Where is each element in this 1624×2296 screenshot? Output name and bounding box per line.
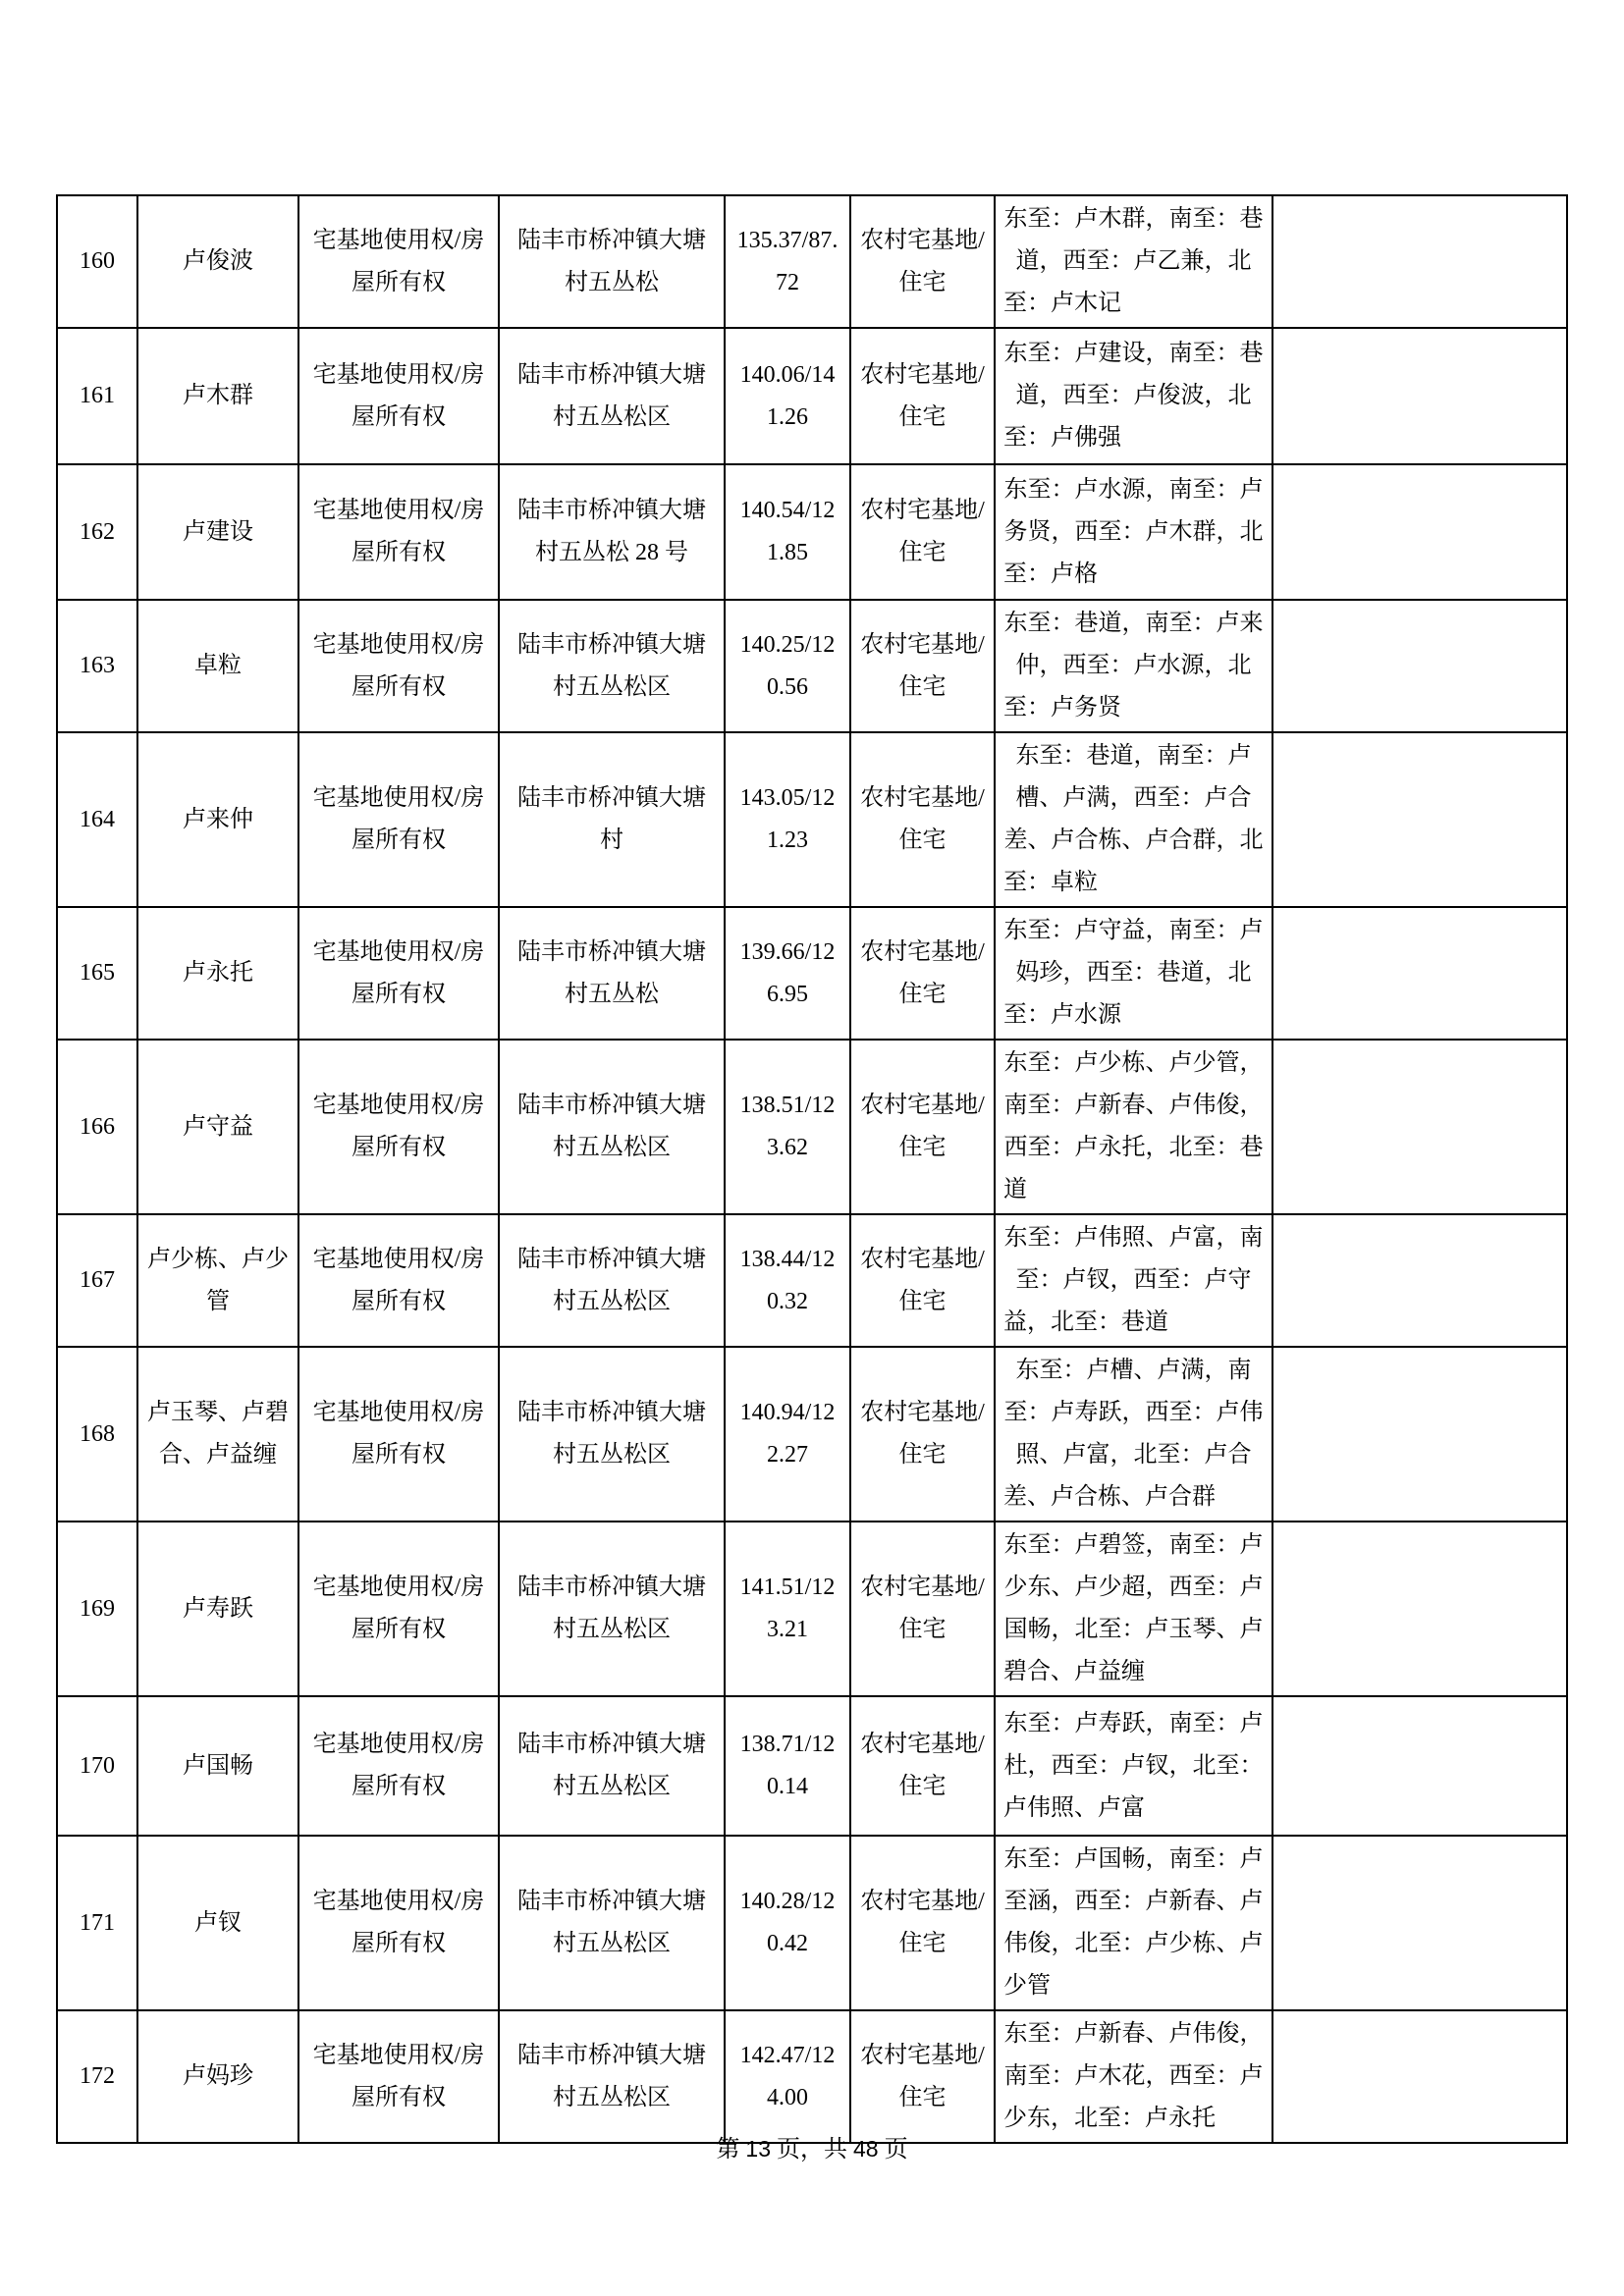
footer-suffix: 页 xyxy=(878,2137,908,2163)
note-cell xyxy=(1272,1522,1567,1696)
location-cell: 陆丰市桥冲镇大塘村五丛松区 xyxy=(499,1836,725,2010)
area-cell: 135.37/87.72 xyxy=(725,195,850,328)
area-cell: 141.51/123.21 xyxy=(725,1522,850,1696)
table-row xyxy=(57,195,1567,328)
area-cell: 142.47/124.00 xyxy=(725,2010,850,2143)
area-cell: 139.66/126.95 xyxy=(725,907,850,1040)
location-cell: 陆丰市桥冲镇大塘村 xyxy=(499,732,725,907)
row-number-cell: 160 xyxy=(57,195,137,328)
note-cell xyxy=(1272,600,1567,732)
total-pages: 48 xyxy=(853,2136,879,2162)
row-number-cell: 172 xyxy=(57,2010,137,2143)
right-type-cell: 宅基地使用权/房屋所有权 xyxy=(298,732,499,907)
note-cell xyxy=(1272,195,1567,328)
row-number-cell: 164 xyxy=(57,732,137,907)
table-row xyxy=(57,1836,1567,2010)
boundary-cell: 东至：卢国畅，南至：卢至涵，西至：卢新春、卢伟俊，北至：卢少栋、卢少管 xyxy=(995,1836,1272,2010)
area-cell: 138.44/120.32 xyxy=(725,1214,850,1347)
table-row xyxy=(57,600,1567,732)
area-cell: 140.25/120.56 xyxy=(725,600,850,732)
right-type-cell: 宅基地使用权/房屋所有权 xyxy=(298,328,499,464)
holder-name-cell: 卢俊波 xyxy=(137,195,298,328)
area-cell: 138.71/120.14 xyxy=(725,1696,850,1836)
table-row xyxy=(57,907,1567,1040)
table-row xyxy=(57,732,1567,907)
holder-name-cell: 卢木群 xyxy=(137,328,298,464)
usage-cell: 农村宅基地/住宅 xyxy=(850,2010,995,2143)
boundary-cell: 东至：卢木群，南至：巷道，西至：卢乙兼，北至：卢木记 xyxy=(995,195,1272,328)
row-number-cell: 167 xyxy=(57,1214,137,1347)
location-cell: 陆丰市桥冲镇大塘村五丛松 28 号 xyxy=(499,464,725,600)
usage-cell: 农村宅基地/住宅 xyxy=(850,732,995,907)
right-type-cell: 宅基地使用权/房屋所有权 xyxy=(298,907,499,1040)
usage-cell: 农村宅基地/住宅 xyxy=(850,464,995,600)
holder-name-cell: 卢钗 xyxy=(137,1836,298,2010)
holder-name-cell: 卢来仲 xyxy=(137,732,298,907)
row-number-cell: 161 xyxy=(57,328,137,464)
note-cell xyxy=(1272,907,1567,1040)
page-number: 13 xyxy=(745,2136,771,2162)
table-row xyxy=(57,464,1567,600)
location-cell: 陆丰市桥冲镇大塘村五丛松区 xyxy=(499,328,725,464)
location-cell: 陆丰市桥冲镇大塘村五丛松区 xyxy=(499,2010,725,2143)
note-cell xyxy=(1272,1836,1567,2010)
boundary-cell: 东至：卢碧签，南至：卢少东、卢少超，西至：卢国畅，北至：卢玉琴、卢碧合、卢益缠 xyxy=(995,1522,1272,1696)
table-row xyxy=(57,1696,1567,1836)
right-type-cell: 宅基地使用权/房屋所有权 xyxy=(298,1214,499,1347)
area-cell: 140.06/141.26 xyxy=(725,328,850,464)
note-cell xyxy=(1272,464,1567,600)
table-row xyxy=(57,1347,1567,1522)
boundary-cell: 东至：巷道，南至：卢来仲，西至：卢水源，北至：卢务贤 xyxy=(995,600,1272,732)
right-type-cell: 宅基地使用权/房屋所有权 xyxy=(298,195,499,328)
note-cell xyxy=(1272,328,1567,464)
note-cell xyxy=(1272,1040,1567,1214)
location-cell: 陆丰市桥冲镇大塘村五丛松区 xyxy=(499,1214,725,1347)
table-row xyxy=(57,1522,1567,1696)
holder-name-cell: 卢妈珍 xyxy=(137,2010,298,2143)
row-number-cell: 163 xyxy=(57,600,137,732)
row-number-cell: 166 xyxy=(57,1040,137,1214)
boundary-cell: 东至：卢伟照、卢富，南至：卢钗，西至：卢守益，北至：巷道 xyxy=(995,1214,1272,1347)
right-type-cell: 宅基地使用权/房屋所有权 xyxy=(298,1696,499,1836)
holder-name-cell: 卢永托 xyxy=(137,907,298,1040)
right-type-cell: 宅基地使用权/房屋所有权 xyxy=(298,464,499,600)
boundary-cell: 东至：卢槽、卢满，南至：卢寿跃，西至：卢伟照、卢富，北至：卢合差、卢合栋、卢合群 xyxy=(995,1347,1272,1522)
holder-name-cell: 卓粒 xyxy=(137,600,298,732)
location-cell: 陆丰市桥冲镇大塘村五丛松 xyxy=(499,195,725,328)
table-row xyxy=(57,2010,1567,2143)
usage-cell: 农村宅基地/住宅 xyxy=(850,1836,995,2010)
note-cell xyxy=(1272,1347,1567,1522)
boundary-cell: 东至：卢水源，南至：卢务贤，西至：卢木群，北至：卢格 xyxy=(995,464,1272,600)
location-cell: 陆丰市桥冲镇大塘村五丛松 xyxy=(499,907,725,1040)
boundary-cell: 东至：卢寿跃，南至：卢杜，西至：卢钗，北至：卢伟照、卢富 xyxy=(995,1696,1272,1836)
table-row xyxy=(57,1040,1567,1214)
usage-cell: 农村宅基地/住宅 xyxy=(850,1214,995,1347)
note-cell xyxy=(1272,732,1567,907)
note-cell xyxy=(1272,1214,1567,1347)
usage-cell: 农村宅基地/住宅 xyxy=(850,328,995,464)
row-number-cell: 165 xyxy=(57,907,137,1040)
footer-prefix: 第 xyxy=(716,2137,746,2163)
holder-name-cell: 卢守益 xyxy=(137,1040,298,1214)
land-rights-table xyxy=(56,194,1568,2144)
usage-cell: 农村宅基地/住宅 xyxy=(850,907,995,1040)
usage-cell: 农村宅基地/住宅 xyxy=(850,600,995,732)
note-cell xyxy=(1272,2010,1567,2143)
note-cell xyxy=(1272,1696,1567,1836)
table-row xyxy=(57,1214,1567,1347)
location-cell: 陆丰市桥冲镇大塘村五丛松区 xyxy=(499,1040,725,1214)
holder-name-cell: 卢建设 xyxy=(137,464,298,600)
right-type-cell: 宅基地使用权/房屋所有权 xyxy=(298,600,499,732)
holder-name-cell: 卢寿跃 xyxy=(137,1522,298,1696)
row-number-cell: 171 xyxy=(57,1836,137,2010)
usage-cell: 农村宅基地/住宅 xyxy=(850,195,995,328)
boundary-cell: 东至：卢守益，南至：卢妈珍，西至：巷道，北至：卢水源 xyxy=(995,907,1272,1040)
holder-name-cell: 卢玉琴、卢碧合、卢益缠 xyxy=(137,1347,298,1522)
holder-name-cell: 卢少栋、卢少管 xyxy=(137,1214,298,1347)
row-number-cell: 168 xyxy=(57,1347,137,1522)
area-cell: 138.51/123.62 xyxy=(725,1040,850,1214)
location-cell: 陆丰市桥冲镇大塘村五丛松区 xyxy=(499,600,725,732)
right-type-cell: 宅基地使用权/房屋所有权 xyxy=(298,2010,499,2143)
area-cell: 140.54/121.85 xyxy=(725,464,850,600)
row-number-cell: 169 xyxy=(57,1522,137,1696)
table-row xyxy=(57,328,1567,464)
location-cell: 陆丰市桥冲镇大塘村五丛松区 xyxy=(499,1696,725,1836)
usage-cell: 农村宅基地/住宅 xyxy=(850,1522,995,1696)
location-cell: 陆丰市桥冲镇大塘村五丛松区 xyxy=(499,1522,725,1696)
boundary-cell: 东至：卢新春、卢伟俊，南至：卢木花，西至：卢少东，北至：卢永托 xyxy=(995,2010,1272,2143)
row-number-cell: 170 xyxy=(57,1696,137,1836)
holder-name-cell: 卢国畅 xyxy=(137,1696,298,1836)
row-number-cell: 162 xyxy=(57,464,137,600)
area-cell: 140.94/122.27 xyxy=(725,1347,850,1522)
usage-cell: 农村宅基地/住宅 xyxy=(850,1347,995,1522)
boundary-cell: 东至：巷道，南至：卢槽、卢满，西至：卢合差、卢合栋、卢合群，北至：卓粒 xyxy=(995,732,1272,907)
right-type-cell: 宅基地使用权/房屋所有权 xyxy=(298,1347,499,1522)
boundary-cell: 东至：卢少栋、卢少管，南至：卢新春、卢伟俊，西至：卢永托，北至：巷道 xyxy=(995,1040,1272,1214)
boundary-cell: 东至：卢建设，南至：巷道，西至：卢俊波，北至：卢佛强 xyxy=(995,328,1272,464)
footer-middle: 页，共 xyxy=(771,2137,853,2163)
right-type-cell: 宅基地使用权/房屋所有权 xyxy=(298,1040,499,1214)
location-cell: 陆丰市桥冲镇大塘村五丛松区 xyxy=(499,1347,725,1522)
right-type-cell: 宅基地使用权/房屋所有权 xyxy=(298,1836,499,2010)
right-type-cell: 宅基地使用权/房屋所有权 xyxy=(298,1522,499,1696)
usage-cell: 农村宅基地/住宅 xyxy=(850,1040,995,1214)
area-cell: 140.28/120.42 xyxy=(725,1836,850,2010)
page-footer xyxy=(0,2132,1624,2166)
usage-cell: 农村宅基地/住宅 xyxy=(850,1696,995,1836)
area-cell: 143.05/121.23 xyxy=(725,732,850,907)
